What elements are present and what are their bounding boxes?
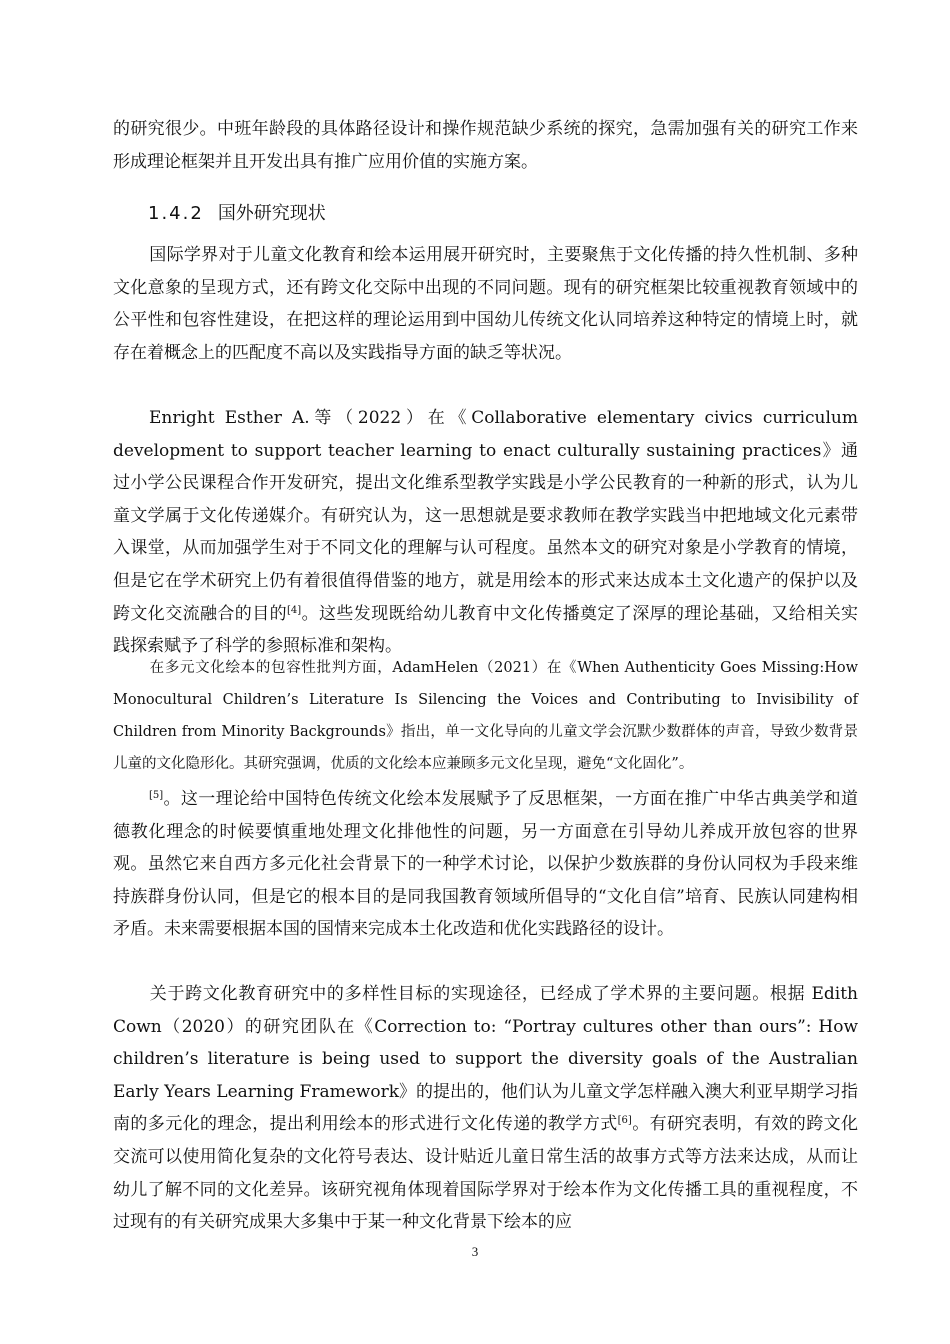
paragraph-international-overview — [113, 239, 858, 369]
citation-ref: [5] — [149, 790, 164, 801]
paragraph-enright-text-end: 。这些发现既给幼儿教育中文化传播奠定了深厚的理论基础，又给相关实践探索赋予了科学的参照标准和架构。 — [113, 603, 859, 657]
paragraph-reflection — [113, 783, 858, 946]
section-number: 1.4.2 — [148, 203, 204, 224]
page-number: 3 — [471, 1244, 479, 1259]
paragraph-edith-cown — [113, 978, 858, 1239]
citation-ref: [6] — [617, 1115, 632, 1127]
paragraph-intro — [113, 113, 858, 178]
paragraph-adam-helen-text: 在多元文化绘本的包容性批判方面，AdamHelen（2021）在《When Authenticity Goes Missing:How Monocultural Children’s Literature Is Silencing the Voices and Contributing to Invisibility of Children from Minority Backgrounds》指出，单一文化导向的儿童文学会沉默少数群体的声音，导致少数背景儿童的文化隐形化。其研究强调，优质的文化绘本应兼顾多元文化呈现，避免“文化固化”。 — [113, 660, 858, 772]
paragraph-edith-cown-text: 关于跨文化教育研究中的多样性目标的实现途径，已经成了学术界的主要问题。根据 Edith Cown（2020）的研究团队在《Correction to: “Portray cultures other than ours”: How children’s literature is being used to support the diversity goals of the Australian Early Years Learning Framework》的提出的，他们认为儿童文学怎样融入澳大利亚早期学习指南的多元化的理念，提出利用绘本的形式进行文化传递的教学方式 — [113, 984, 858, 1135]
paragraph-edith-cown-text-end: 。有研究表明，有效的跨文化交流可以使用简化复杂的文化符号表达、设计贴近儿童日常生活的故事方式等方法来达成，从而让幼儿了解不同的文化差异。该研究视角体现着国际学界对于绘本作为文化传播工具的重视程度，不过现有的有关研究成果大多集中于某一种文化背景下绘本的应 — [113, 1114, 859, 1233]
section-title: 国外研究现状 — [217, 203, 326, 224]
citation-ref: [4] — [287, 604, 302, 616]
paragraph-enright — [113, 402, 858, 663]
paragraph-reflection-text: 。这一理论给中国特色传统文化绘本发展赋予了反思框架，一方面在推广中华古典美学和道德教化理念的时候要慎重地处理文化排他性的问题，另一方面意在引导幼儿养成开放包容的世界观。虽然它来自西方多元化社会背景下的一种学术讨论，以保护少数族群的身份认同权为手段来维持族群身份认同，但是它的根本目的是同我国教育领域所倡导的“文化自信”培育、民族认同建构相矛盾。未来需要根据本国的国情来完成本土化改造和优化实践路径的设计。 — [113, 789, 858, 940]
section-heading — [148, 198, 326, 230]
paragraph-intro-text: 的研究很少。中班年龄段的具体路径设计和操作规范缺少系统的探究，急需加强有关的研究工作来形成理论框架并且开发出具有推广应用价值的实施方案。 — [113, 119, 858, 172]
paragraph-adam-helen — [113, 652, 858, 780]
paragraph-enright-text: Enright Esther A.等（2022）在《Collaborative elementary civics curriculum development to support teacher learning to enact culturally sustaining practices》通过小学公民课程合作开发研究，提出文化维系型教学实践是小学公民教育的一种新的形式，认为儿童文学属于文化传递媒介。有研究认为，这一思想就是要求教师在教学实践当中把地域文化元素带入课堂，从而加强学生对于不同文化的理解与认可程度。虽然本文的研究对象是小学教育的情境，但是它在学术研究上仍有着很值得借鉴的地方，就是用绘本的形式来达成本土文化遗产的保护以及跨文化交流融合的目的 — [113, 408, 858, 624]
paragraph-international-overview-text: 国际学界对于儿童文化教育和绘本运用展开研究时，主要聚焦于文化传播的持久性机制、多种文化意象的呈现方式，还有跨文化交际中出现的不同问题。现有的研究框架比较重视教育领域中的公平性和包容性建设，在把这样的理论运用到中国幼儿传统文化认同培养这种特定的情境上时，就存在着概念上的匹配度不高以及实践指导方面的缺乏等状况。 — [113, 245, 858, 363]
